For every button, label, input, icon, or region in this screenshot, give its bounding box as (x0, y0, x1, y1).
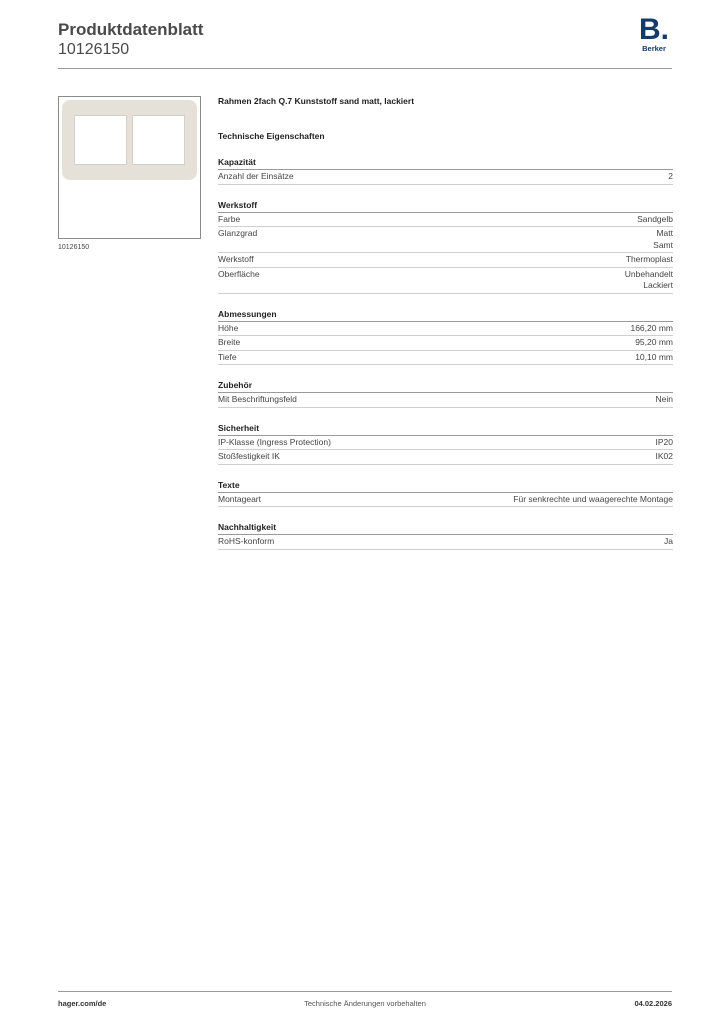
footer-divider (58, 991, 672, 992)
spec-groups (218, 156, 673, 550)
spec-label: Tiefe (218, 351, 237, 362)
spec-group-title: Zubehör (218, 379, 673, 393)
spec-value-line: Für senkrechte und waagerechte Montage (513, 493, 673, 504)
article-number: 10126150 (58, 41, 130, 58)
spec-row (218, 170, 673, 185)
spec-label: Breite (218, 337, 241, 347)
spec-value-line: 166,20 mm (630, 322, 673, 333)
spec-value (626, 254, 673, 266)
spec-value-line: 2 (668, 171, 673, 181)
spec-value (656, 394, 673, 406)
spec-group (218, 308, 673, 366)
spec-group (218, 199, 673, 294)
spec-value (637, 214, 673, 226)
frame-plate (62, 100, 197, 180)
spec-group-title: Abmessungen (218, 308, 673, 322)
product-image (58, 96, 201, 239)
spec-group (218, 379, 673, 408)
logo-text: Berker (642, 44, 666, 53)
footer-website[interactable]: hager.com/de (58, 999, 107, 1008)
logo-mark: B. (638, 13, 669, 46)
spec-group (218, 479, 673, 508)
spec-label: Farbe (218, 213, 241, 224)
spec-row (218, 436, 673, 451)
spec-group-title: Texte (218, 479, 673, 493)
spec-label: Höhe (218, 322, 239, 333)
spec-value (653, 228, 673, 251)
spec-label: Anzahl der Einsätze (218, 171, 294, 181)
spec-group (218, 422, 673, 465)
spec-row (218, 336, 673, 351)
spec-label: IP-Klasse (Ingress Protection) (218, 436, 331, 447)
image-caption: 10126150 (58, 244, 90, 251)
spec-value-line: Sandgelb (637, 213, 673, 224)
spec-label: Montageart (218, 493, 261, 504)
spec-row (218, 450, 673, 465)
spec-content (218, 95, 673, 550)
spec-value (656, 451, 674, 463)
spec-label: Glanzgrad (218, 228, 258, 238)
spec-row (218, 493, 673, 508)
spec-value-line: Matt (656, 228, 673, 238)
spec-value-line: Lackiert (643, 280, 673, 290)
spec-value-line: Thermoplast (625, 254, 673, 264)
spec-group-title: Sicherheit (218, 422, 673, 436)
spec-value (625, 269, 673, 292)
page-header (58, 13, 672, 70)
spec-label: Werkstoff (218, 254, 254, 264)
spec-value-line: Unbehandelt (624, 268, 673, 279)
spec-row (218, 253, 673, 268)
spec-value (635, 352, 673, 364)
spec-row (218, 322, 673, 337)
spec-group-title: Nachhaltigkeit (218, 521, 673, 535)
spec-value (664, 536, 673, 548)
spec-value-line: Nein (655, 394, 673, 404)
spec-value-line: IK02 (655, 451, 673, 461)
spec-value (635, 337, 673, 349)
spec-value-line: Samt (653, 239, 673, 250)
spec-row (218, 213, 673, 228)
frame-opening-left (74, 115, 127, 165)
spec-group-title: Werkstoff (218, 199, 673, 213)
spec-value-line: 95,20 mm (635, 337, 673, 347)
spec-value (630, 323, 673, 335)
spec-label: Oberfläche (218, 268, 260, 279)
spec-row (218, 393, 673, 408)
spec-label: RoHS-konform (218, 536, 275, 546)
spec-value (656, 437, 674, 449)
footer-notice: Technische Änderungen vorbehalten (304, 999, 426, 1008)
spec-value-line: IP20 (655, 436, 673, 447)
spec-group-title: Kapazität (218, 156, 673, 170)
page-footer (58, 999, 672, 1011)
spec-value-line: 10,10 mm (635, 351, 673, 362)
spec-label: Stoßfestigkeit IK (218, 451, 280, 461)
spec-row (218, 227, 673, 253)
spec-label: Mit Beschriftungsfeld (218, 394, 297, 404)
spec-value (513, 494, 673, 506)
spec-group (218, 156, 673, 185)
berker-logo (636, 13, 672, 53)
section-title: Technische Eigenschaften (218, 131, 325, 141)
spec-row (218, 535, 673, 550)
footer-date: 04.02.2026 (634, 999, 672, 1008)
header-divider (58, 68, 672, 69)
spec-value (668, 171, 673, 183)
spec-value-line: Ja (664, 536, 673, 546)
spec-row (218, 351, 673, 366)
product-name: Rahmen 2fach Q.7 Kunststoff sand matt, lackiert (218, 96, 415, 106)
document-title: Produktdatenblatt (58, 20, 204, 39)
frame-opening-right (132, 115, 185, 165)
spec-row (218, 268, 673, 294)
spec-group (218, 521, 673, 550)
